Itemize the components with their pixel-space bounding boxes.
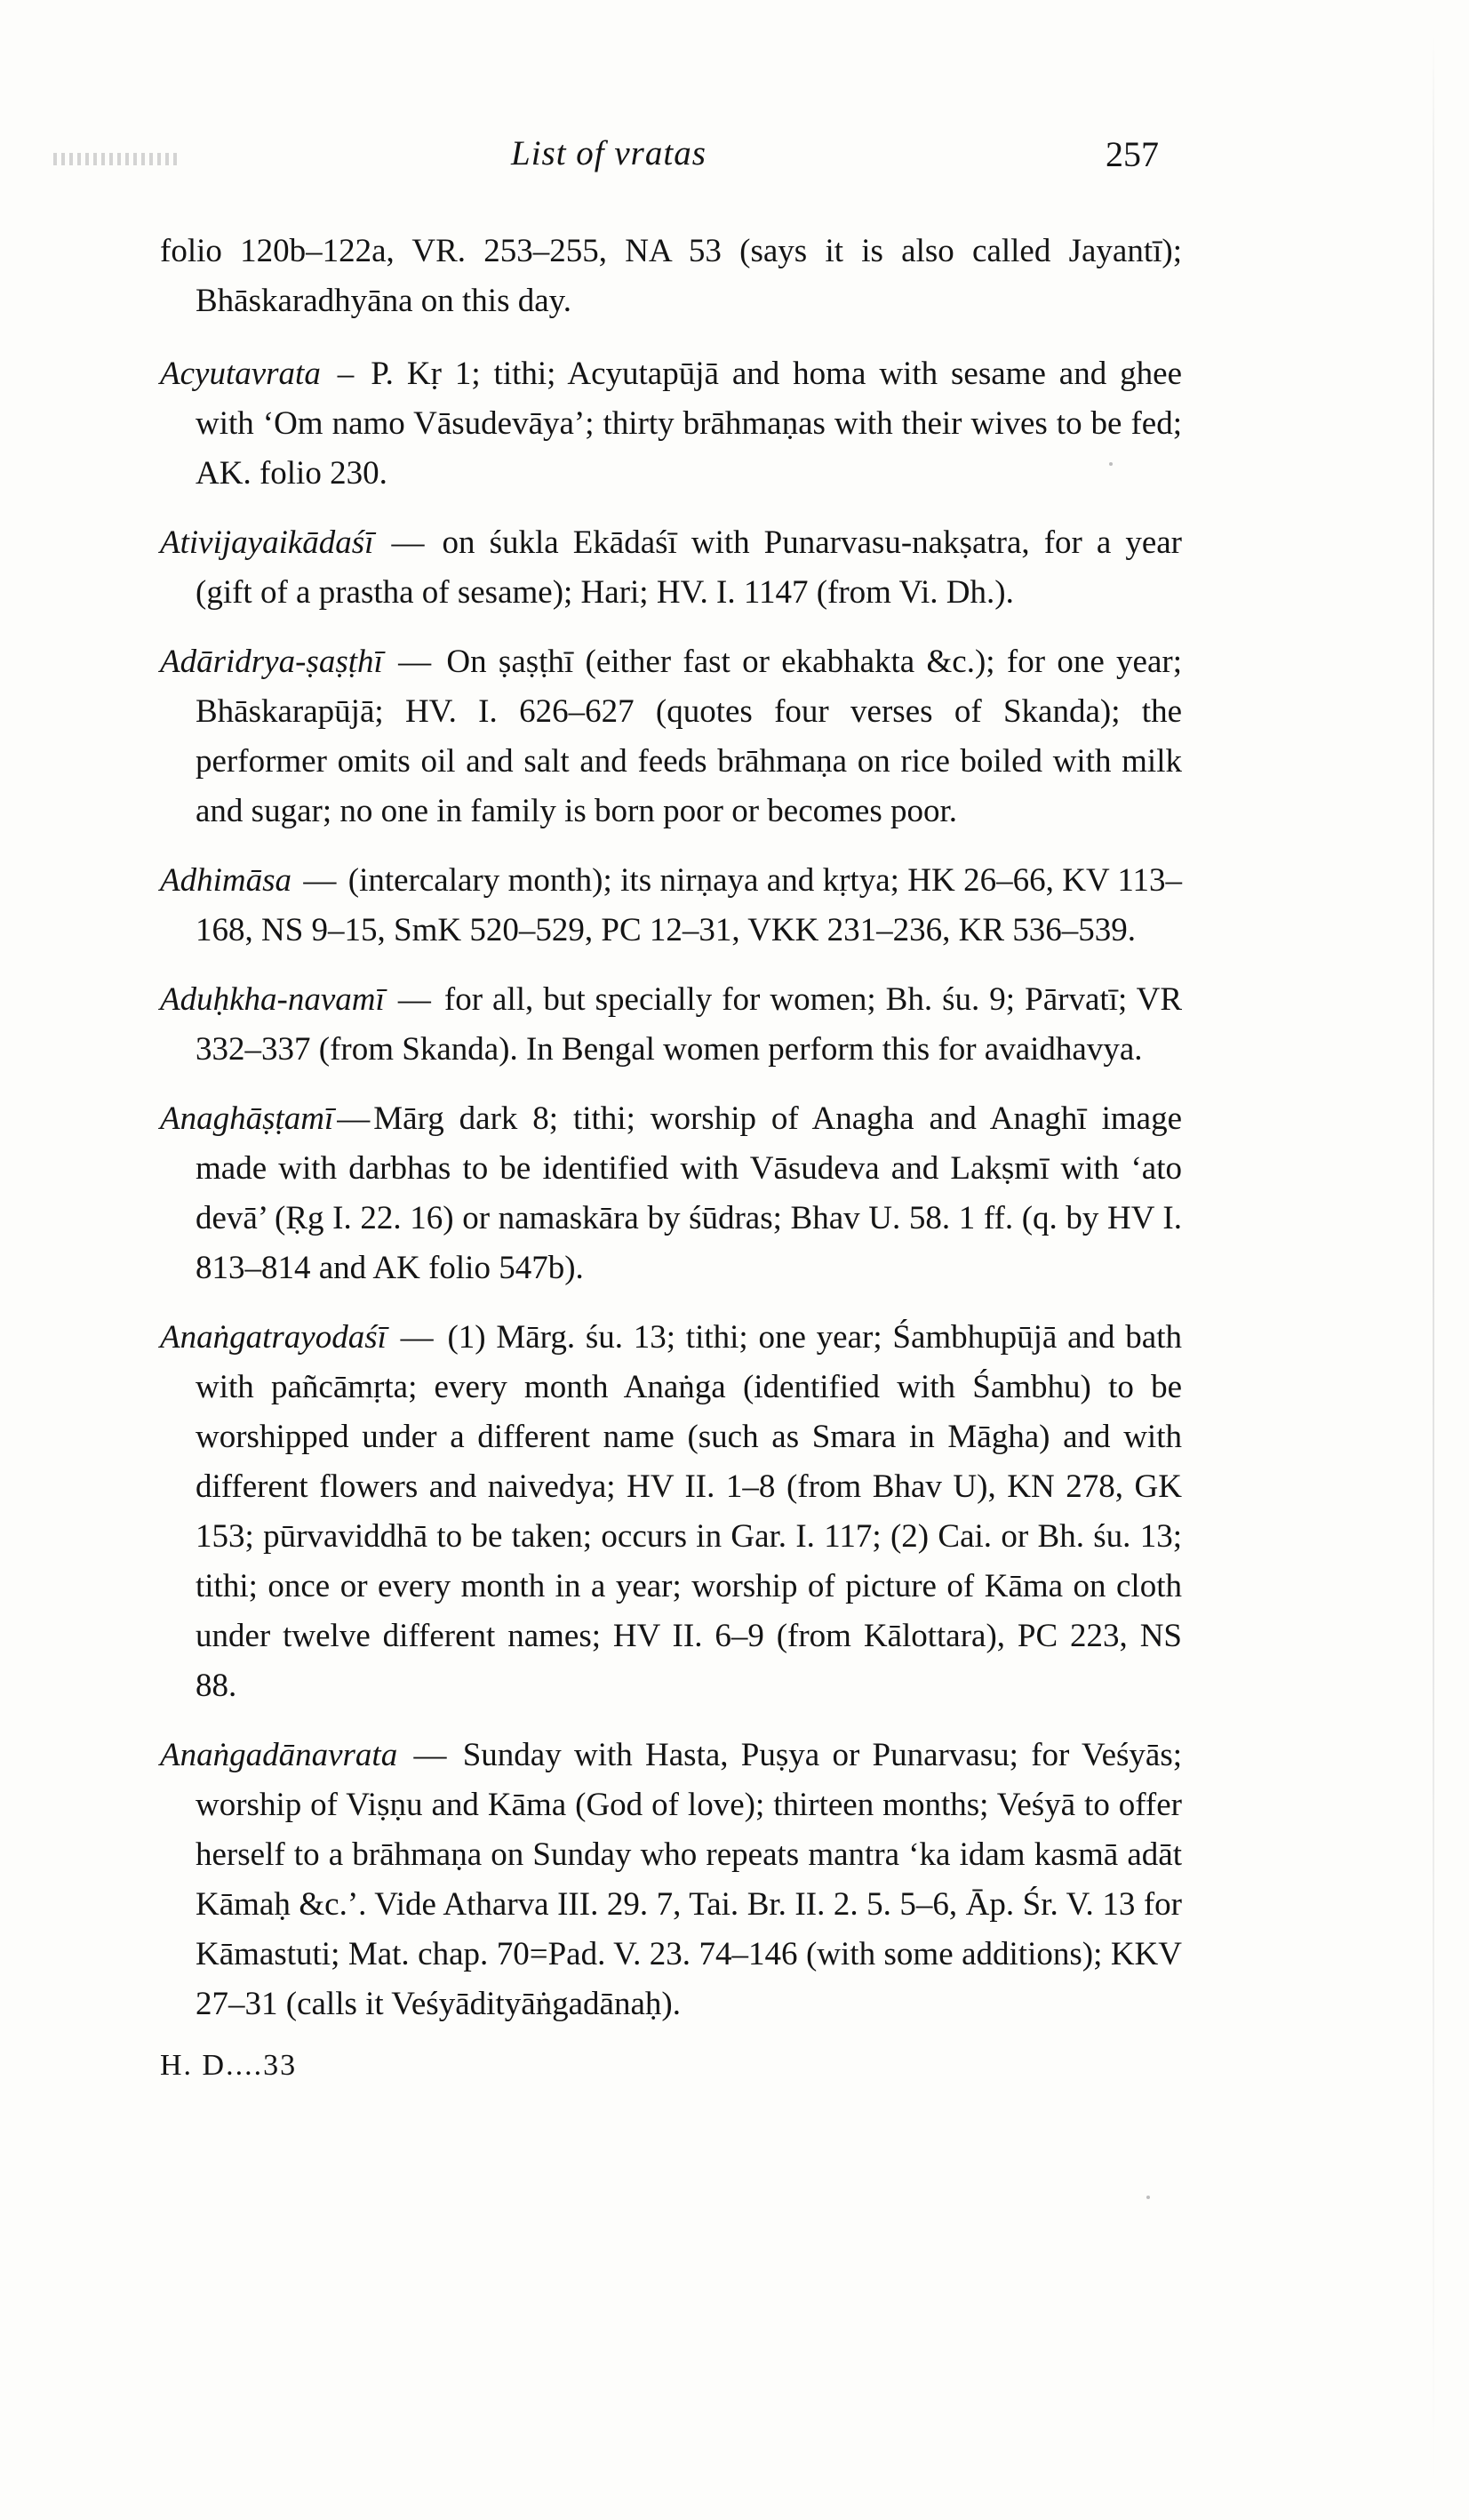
page-number: 257 [1106, 134, 1159, 174]
running-head [0, 133, 1469, 187]
signature-line [160, 2049, 1182, 2093]
entry-adhimasa: Adhimāsa — (intercalary month); its nirṇaya and kṛtya; HK 26–66, KV 113–168, NS 9–15, SmK 520–529, PC 12–31, VKK 231–236, KR 536–539. [160, 862, 1182, 948]
entry-term: Anaṅgatrayodaśī [160, 1319, 387, 1356]
entry-continuation [160, 227, 1182, 326]
signature-mark: H. D....33 [160, 2049, 298, 2082]
scan-speck [1146, 2196, 1150, 2199]
entry-term: Anaṅgadānavrata [160, 1737, 398, 1773]
entry-aduhkha-navami: Aduḥkha-navamī — for all, but specially for women; Bh. śu. 9; Pārvatī; VR 332–337 (from Skanda). In Bengal women perform this for avaidhavya. [160, 981, 1182, 1068]
entry-text: On ṣaṣṭhī (either fast or ekabhakta &c.); for one year; Bhāskarapūjā; HV. I. 626–627 (quotes four verses of Skanda); the performer omits oil and salt and feeds brāhmaṇa on rice boiled with milk and sugar; no one in family is born poor or becomes poor. [196, 644, 1183, 829]
entry-anaghastami: Anaghāṣṭamī — Mārg dark 8; tithi; worship of Anagha and Anaghī image made with darbhas to be identified with Vāsudeva and Lakṣmī with ‘ato devā’ (Ṛg I. 22. 16) or namaskāra by śūdras; Bhav U. 58. 1 ff. (q. by HV I. 813–814 and AK folio 547b). [160, 1100, 1182, 1286]
entry-anangadanavrata: Anaṅgadānavrata — Sunday with Hasta, Puṣya or Punarvasu; for Veśyās; worship of Viṣṇu and Kāma (God of love); thirteen months; Veśyā to offer herself to a brāhmaṇa on Sunday who repeats mantra ‘ka idam kasmā adāt Kāmaḥ &c.’. Vide Atharva III. 29. 7, Tai. Br. II. 2. 5. 5–6, Āp. Śr. V. 13 for Kāmastuti; Mat. chap. 70=Pad. V. 23. 74–146 (with some additions); KKV 27–31 (calls it Veśyādityāṅgadānaḥ). [160, 1737, 1183, 2022]
entry-term: Aduḥkha-navamī [160, 981, 385, 1018]
entry-term: Anaghāṣṭamī [160, 1100, 334, 1137]
entry-text: Mārg dark 8; tithi; worship of Anagha and Anaghī image made with darbhas to be identified with Vāsudeva and Lakṣmī with ‘ato devā’ (Ṛg I. 22. 16) or namaskāra by śūdras; Bhav U. 58. 1 ff. (q. by HV I. 813–814 and AK folio 547b). [196, 1100, 1182, 1286]
entry-text: for all, but specially for women; Bh. śu. 9; Pārvatī; VR 332–337 (from Skanda). In Bengal women perform this for avaidhavya. [196, 981, 1182, 1068]
entry-term: Adhimāsa [160, 862, 291, 899]
entry-adaridrya-sasthi: Adāridrya-ṣaṣṭhī — On ṣaṣṭhī (either fast or ekabhakta &c.); for one year; Bhāskarapūjā; HV. I. 626–627 (quotes four verses of Skanda); the performer omits oil and salt and feeds brāhmaṇa on rice boiled with milk and sugar; no one in family is born poor or becomes poor. [160, 644, 1183, 829]
entry-ativijayaikadasi: Ativijayaikādaśī — on śukla Ekādaśī with Punarvasu-nakṣatra, for a year (gift of a prastha of sesame); Hari; HV. I. 1147 (from Vi. Dh.). [160, 524, 1183, 611]
entry-text: on śukla Ekādaśī with Punarvasu-nakṣatra, for a year (gift of a prastha of sesame); Hari; HV. I. 1147 (from Vi. Dh.). [196, 524, 1183, 611]
entry-acyutavrata: Acyutavrata – P. Kṛ 1; tithi; Acyutapūjā and homa with sesame and ghee with ‘Om namo Vāsudevāya’; thirty brāhmaṇas with their wives to be fed; AK. folio 230. [160, 356, 1183, 492]
entry-term: Adāridrya-ṣaṣṭhī [160, 644, 383, 680]
entry-text: Sunday with Hasta, Puṣya or Punarvasu; for Veśyās; worship of Viṣṇu and Kāma (God of love); thirteen months; Veśyā to offer herself to a brāhmaṇa on Sunday who repeats mantra ‘ka idam kasmā adāt Kāmaḥ &c.’. Vide Atharva III. 29. 7, Tai. Br. II. 2. 5. 5–6, Āp. Śr. V. 13 for Kāmastuti; Mat. chap. 70=Pad. V. 23. 74–146 (with some additions); KKV 27–31 (calls it Veśyādityāṅgadānaḥ). [196, 1737, 1183, 2022]
entry-text: (intercalary month); its nirṇaya and kṛtya; HK 26–66, KV 113–168, NS 9–15, SmK 520–529, PC 12–31, VKK 231–236, KR 536–539. [196, 862, 1182, 948]
entry-text: P. Kṛ 1; tithi; Acyutapūjā and homa with sesame and ghee with ‘Om namo Vāsudevāya’; thirty brāhmaṇas with their wives to be fed; AK. folio 230. [196, 356, 1183, 492]
scan-edge-shadow [1433, 36, 1434, 2489]
entry-text: (1) Mārg. śu. 13; tithi; one year; Śambhupūjā and bath with pañcāmṛta; every month Anaṅga (identified with Śambhu) to be worshipped under a different name (such as Smara in Māgha) and with different flowers and naivedya; HV II. 1–8 (from Bhav U), KN 278, GK 153; pūrvaviddhā to be taken; occurs in Gar. I. 117; (2) Cai. or Bh. śu. 13; tithi; once or every month in a year; worship of picture of Kāma on cloth under twelve different names; HV II. 6–9 (from Kālottara), PC 223, NS 88. [196, 1319, 1183, 1704]
running-title: List of vratas [511, 134, 707, 172]
entry-anangatrayodasi: Anaṅgatrayodaśī — (1) Mārg. śu. 13; tithi; one year; Śambhupūjā and bath with pañcāmṛta; every month Anaṅga (identified with Śambhu) to be worshipped under a different name (such as Smara in Māgha) and with different flowers and naivedya; HV II. 1–8 (from Bhav U), KN 278, GK 153; pūrvaviddhā to be taken; occurs in Gar. I. 117; (2) Cai. or Bh. śu. 13; tithi; once or every month in a year; worship of picture of Kāma on cloth under twelve different names; HV II. 6–9 (from Kālottara), PC 223, NS 88. [160, 1319, 1183, 1704]
entry-term: Acyutavrata [160, 356, 321, 392]
entry-text: folio 120b–122a, VR. 253–255, NA 53 (says it is also called Jayantī); Bhāskaradhyāna on this day. [160, 233, 1182, 319]
print-smudge [53, 153, 178, 165]
entry-list [160, 227, 1182, 2093]
entry-term: Ativijayaikādaśī [160, 524, 374, 561]
